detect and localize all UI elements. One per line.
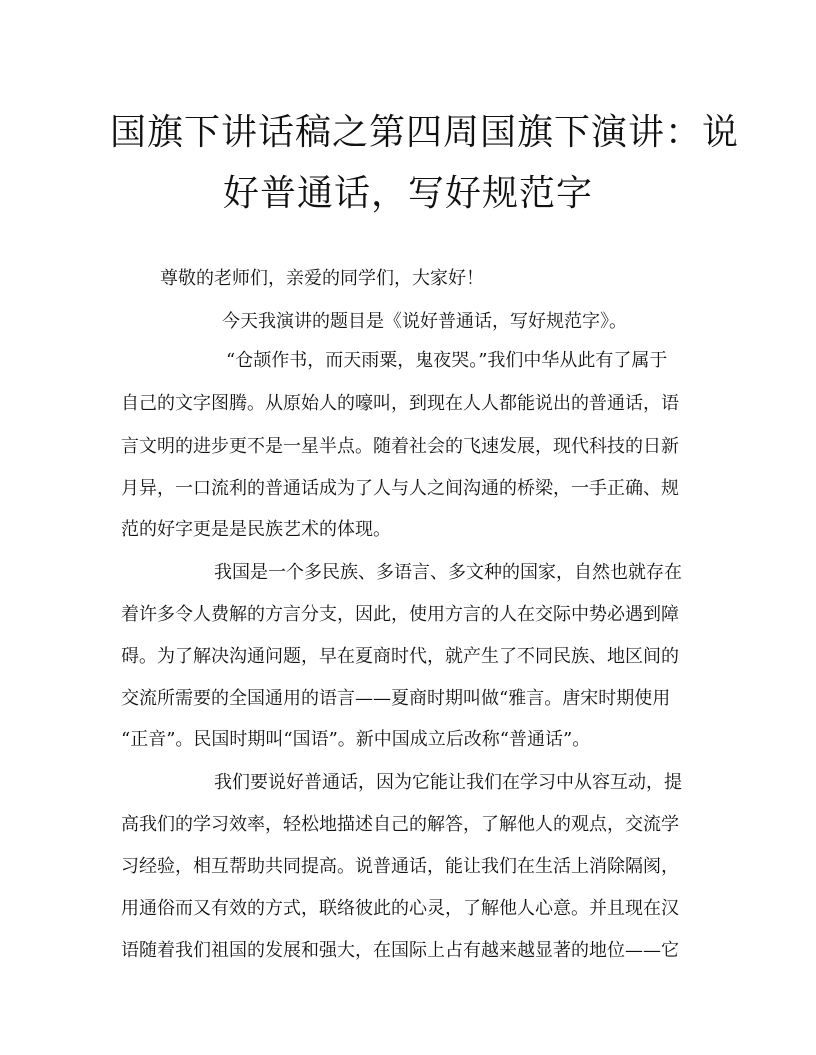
body-line: “仓颉作书，而天雨粟，鬼夜哭。”我们中华从此有了属于 [226,350,668,371]
body-line: 用通俗而又有效的方式，联络彼此的心灵，了解他人心意。并且现在汉 [121,898,679,919]
body-line: 尊敬的老师们，亲爱的同学们，大家好！ [160,268,484,289]
body-line: 月异，一口流利的普通话成为了人与人之间沟通的桥梁，一手正确、规 [121,478,679,499]
body-line: “正音”。民国时期叫“国语”。新中国成立后改称“普通话”。 [121,729,591,750]
body-line: 习经验，相互帮助共同提高。说普通话，能让我们在生活上消除隔阂， [121,856,679,877]
body-line: 自己的文字图腾。从原始人的嚎叫，到现在人人都能说出的普通话，语 [121,393,679,414]
document-title-line-2: 好普通话，写好规范字 [222,173,593,214]
body-line: 范的好字更是是民族艺术的体现。 [121,519,391,540]
body-line: 交流所需要的全国通用的语言——夏商时期叫做“雅言。唐宋时期使用 [121,688,671,709]
body-line: 我国是一个多民族、多语言、多文种的国家，自然也就存在 [214,562,682,583]
body-line: 碍。为了解决沟通问题，早在夏商时代，就产生了不同民族、地区间的 [121,646,679,667]
body-line: 我们要说好普通话，因为它能让我们在学习中从容互动，提 [214,772,682,793]
body-line: 着许多令人费解的方言分支，因此，使用方言的人在交际中势必遇到障 [121,604,679,625]
body-line: 言文明的进步更不是一星半点。随着社会的飞速发展，现代科技的日新 [121,436,679,457]
document-title-line-1: 国旗下讲话稿之第四周国旗下演讲：说 [110,112,740,153]
body-line: 今天我演讲的题目是《说好普通话，写好规范字》。 [222,311,627,332]
body-line: 高我们的学习效率，轻松地描述自己的解答，了解他人的观点，交流学 [121,814,679,835]
body-line: 语随着我们祖国的发展和强大，在国际上占有越来越显著的地位——它 [121,940,679,961]
